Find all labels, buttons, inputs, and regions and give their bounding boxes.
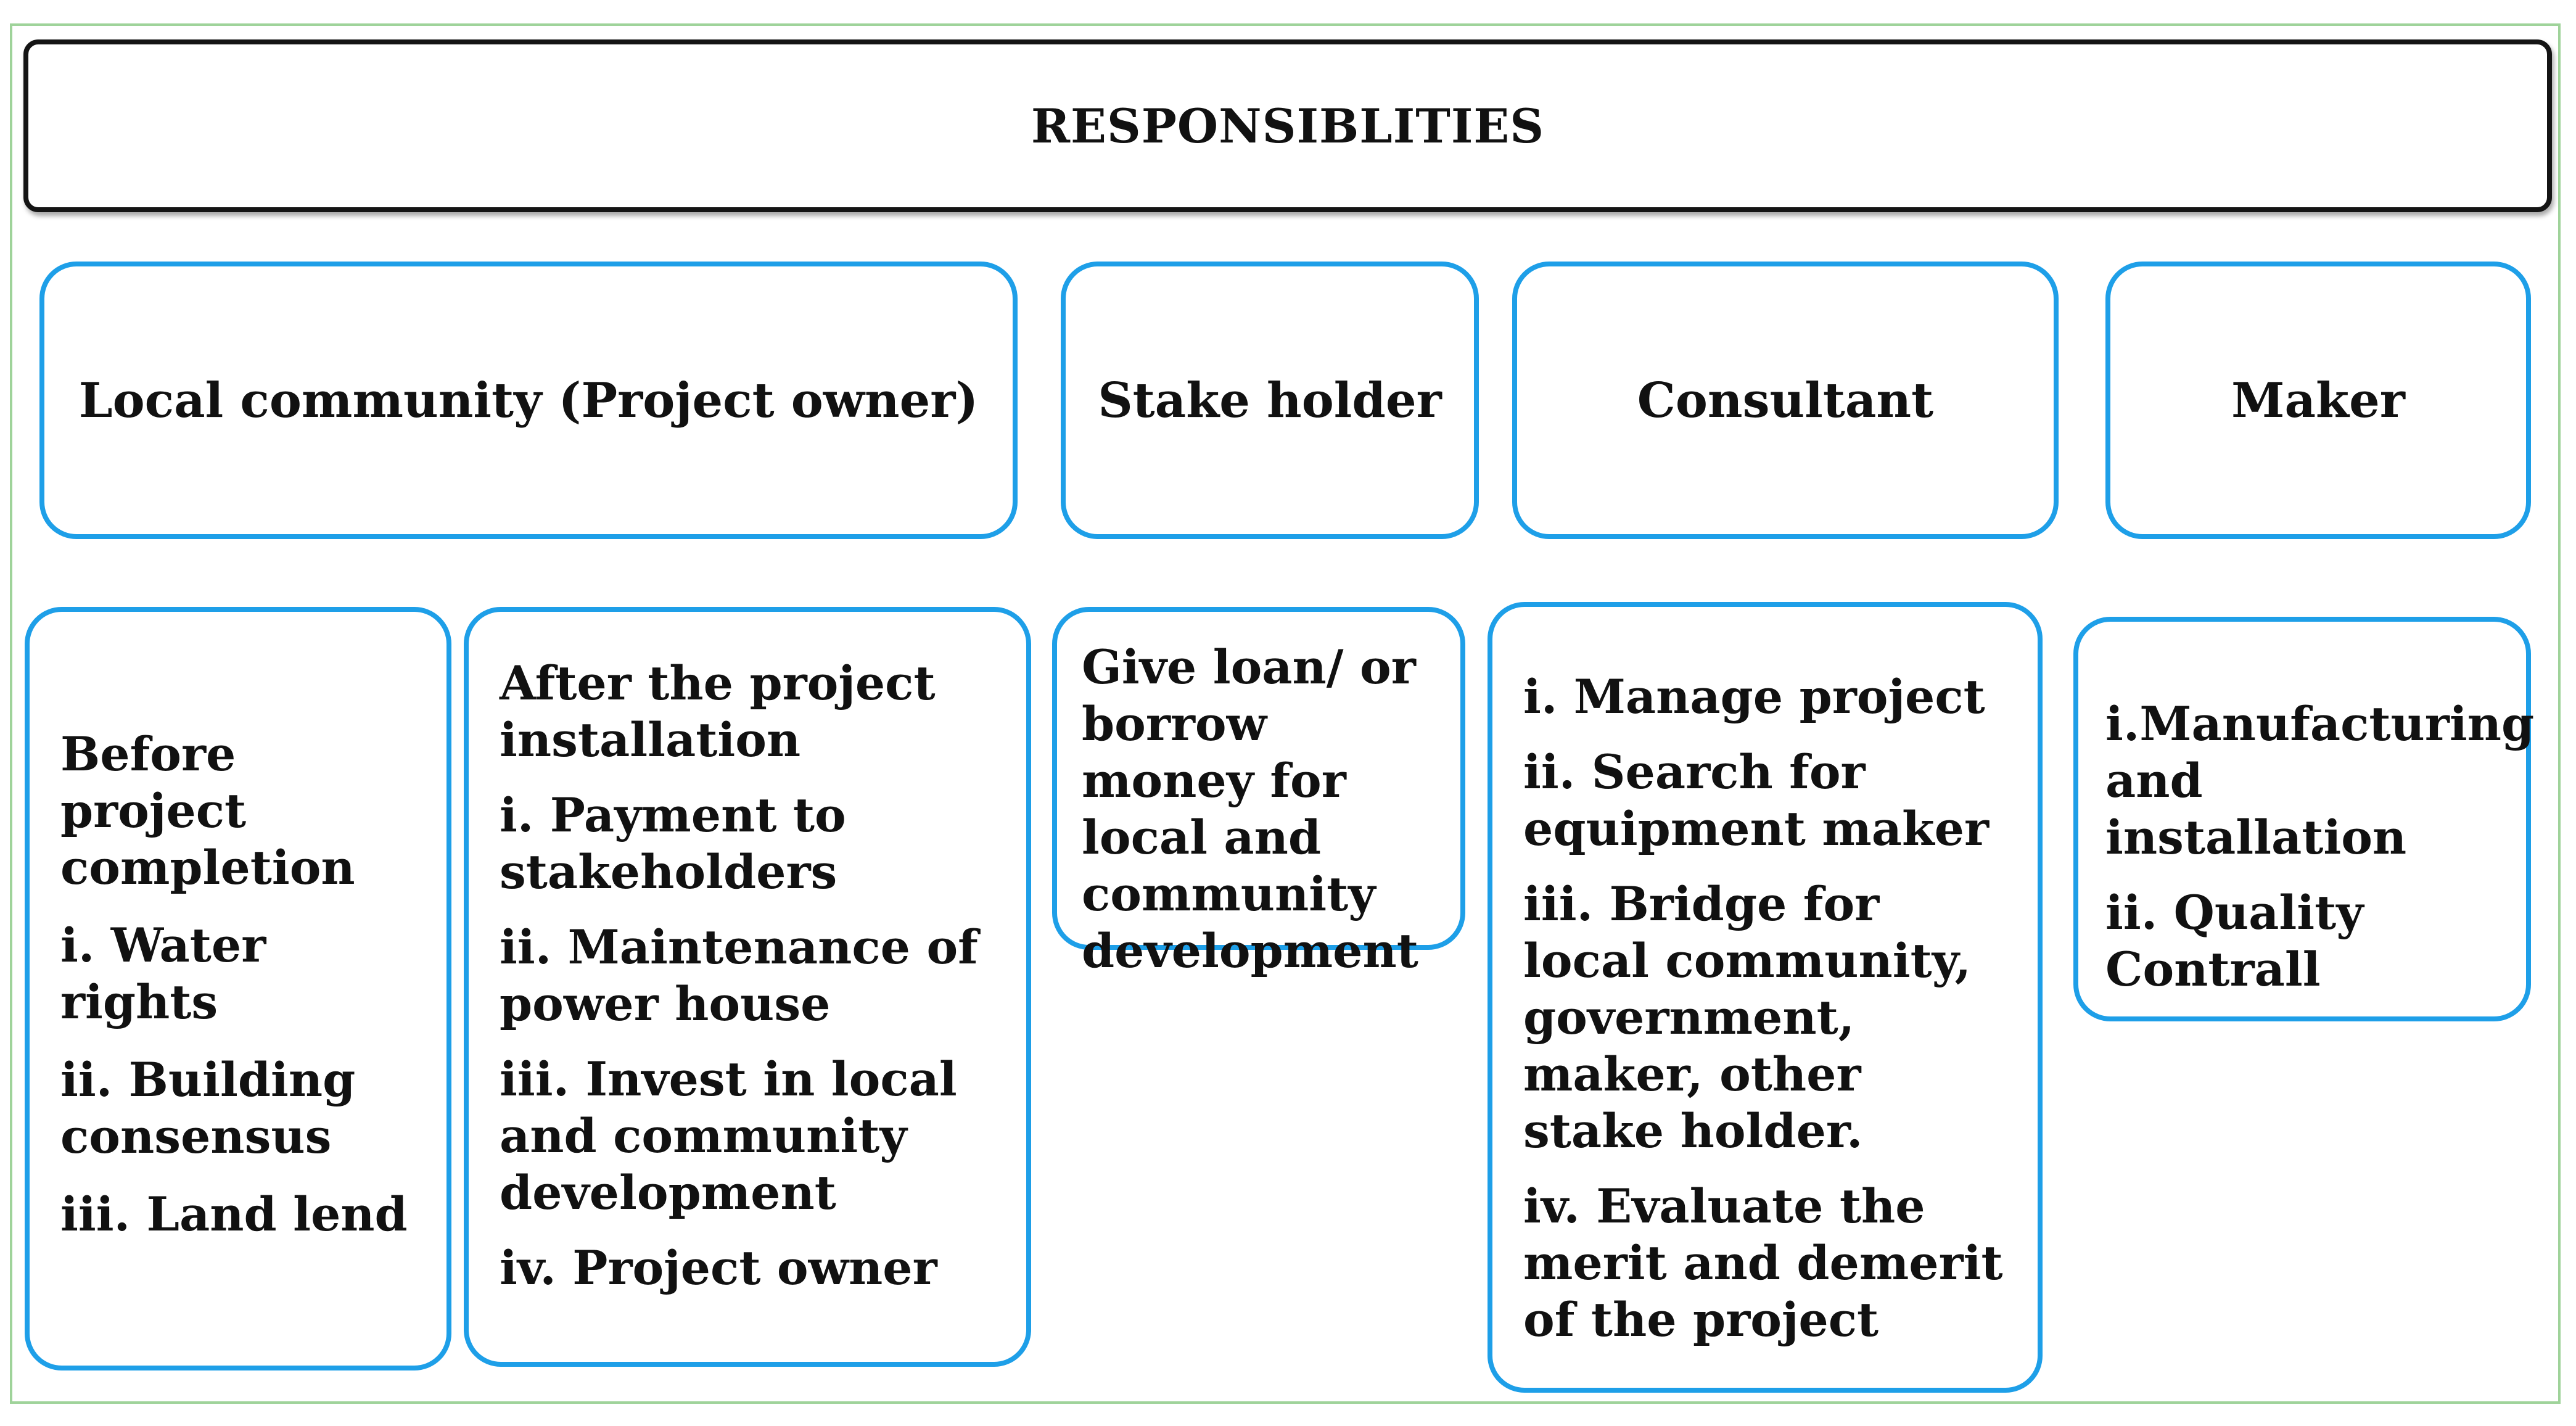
- after-installation-item: iii. Invest in local and community development: [500, 1052, 957, 1220]
- consultant-item: ii. Search for equipment maker: [1523, 744, 1990, 856]
- stake-holder-detail-box: [1052, 607, 1465, 978]
- consultant-item: iv. Evaluate the merit and demerit of the project: [1523, 1179, 2003, 1347]
- after-installation-item: i. Payment to stakeholders: [500, 788, 846, 899]
- before-completion-heading: Before project completion: [60, 727, 355, 895]
- header-consultant: [1512, 262, 2059, 539]
- consultant-item: iii. Bridge for local community, government, maker, other stake holder.: [1523, 876, 1972, 1158]
- title-box: [23, 39, 2552, 212]
- header-local-community: [39, 262, 1018, 539]
- header-consultant-label: Consultant: [1637, 372, 1934, 429]
- consultant-detail-box: [1488, 602, 2043, 1393]
- maker-item: i.Manufacturing and installation: [2105, 696, 2535, 865]
- header-local-community-label: Local community (Project owner): [78, 372, 979, 429]
- before-completion-item: i. Water rights: [60, 918, 266, 1029]
- diagram-title: RESPONSIBLITIES: [1031, 98, 1545, 154]
- maker-item: ii. Quality Contrall: [2105, 885, 2364, 997]
- before-completion-box: [25, 607, 451, 1370]
- header-maker-label: Maker: [2231, 372, 2405, 429]
- consultant-item: i. Manage project: [1523, 669, 1985, 724]
- after-installation-box: [464, 607, 1031, 1367]
- header-maker: [2105, 262, 2531, 539]
- after-installation-heading: After the project installation: [500, 656, 936, 767]
- before-completion-item: ii. Building consensus: [60, 1052, 356, 1164]
- header-stake-holder: [1061, 262, 1479, 539]
- maker-detail-box: [2073, 617, 2535, 1021]
- stake-holder-detail-text: Give loan/ or borrow money for local and community development: [1082, 640, 1418, 978]
- after-installation-item: iv. Project owner: [500, 1240, 937, 1295]
- after-installation-item: ii. Maintenance of power house: [500, 920, 978, 1031]
- before-completion-item: iii. Land lend: [60, 1187, 408, 1242]
- header-stake-holder-label: Stake holder: [1098, 372, 1442, 429]
